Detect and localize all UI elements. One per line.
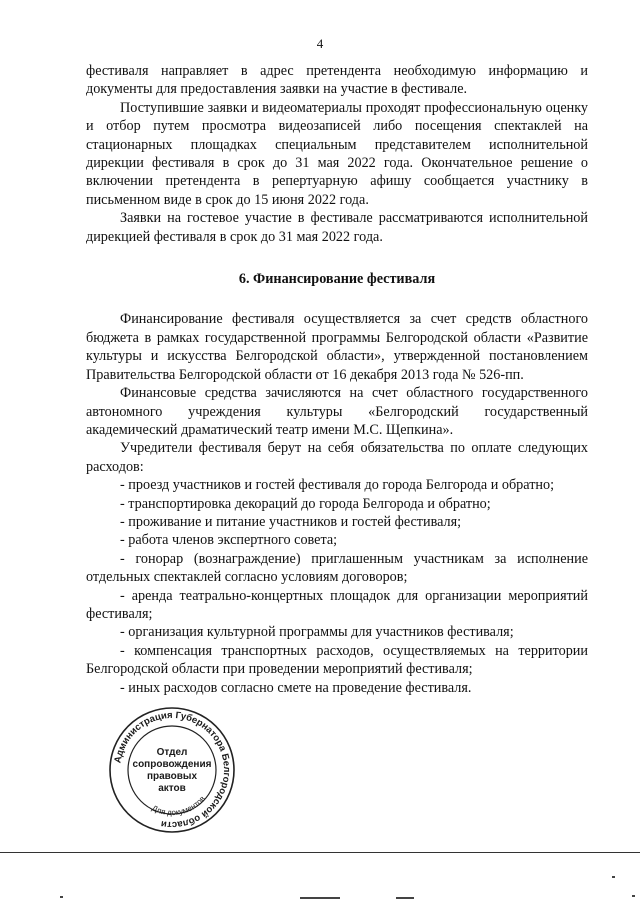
paragraph: - организация культурной программы для участников фестиваля; [120, 624, 514, 641]
section-heading: 6. Финансирование фестиваля [238, 271, 436, 288]
paragraph: - проживание и питание участников и гостей фестиваля; [120, 513, 462, 530]
paragraph: - иных расходов согласно смете на проведение фестиваля. [120, 679, 472, 696]
paragraph: Учредители фестиваля берут на себя обязательства по оплате следующих расходов: [86, 440, 588, 475]
scan-edge-line [0, 852, 640, 853]
paragraph: Финансирование фестиваля осуществляется за счет средств областного бюджета в рамках государственной программы Белгородской области «Развитие культуры и искусства Белгородской области», утвержденной постановлением Правительства Белгородской области от 16 декабря 2013 года № 526-пп. [86, 311, 588, 383]
document-body [86, 62, 588, 697]
official-stamp [107, 705, 237, 835]
paragraph: - транспортировка декораций до города Белгорода и обратно; [120, 495, 491, 512]
paragraph: Заявки на гостевое участие в фестивале рассматриваются исполнительной дирекцией фестиваля в срок до 31 мая 2022 года. [86, 210, 588, 245]
stamp-inner-text: Для документов [150, 794, 207, 818]
paragraphs-block-a [86, 62, 588, 246]
stamp-center-line-3: правовых [146, 771, 198, 782]
paragraph: фестиваля направляет в адрес претендента необходимую информацию и документы для предоставления заявки на участие в фестивале. [86, 63, 588, 98]
page-number: 4 [316, 36, 324, 51]
paragraph: - аренда театрально-концертных площадок для организации мероприятий фестиваля; [86, 587, 588, 622]
paragraph: - компенсация транспортных расходов, осуществляемых на территории Белгородской области при проведении мероприятий фестиваля; [86, 642, 588, 678]
stamp-center-line-1: Отдел [156, 747, 188, 758]
paragraph: - работа членов экспертного совета; [120, 532, 338, 549]
stamp-outer-ring-text: Администрация Губернатора Белгородской области [112, 709, 233, 831]
paragraph: - проезд участников и гостей фестиваля до города Белгорода и обратно; [120, 477, 555, 494]
paragraph: - гонорар (вознаграждение) приглашенным участникам за исполнение отдельных спектаклей согласно условиям договоров; [86, 550, 588, 586]
paragraphs-block-b [86, 310, 588, 697]
stamp-center-line-4: актов [158, 783, 186, 794]
paragraph: Поступившие заявки и видеоматериалы проходят профессиональную оценку и отбор путем просмотра видеозаписей либо посещения спектаклей на стационарных площадках специальным представителем исполнительной дирекции фестиваля в срок до 31 мая 2022 года. Окончательное решение о включении претендента в репертуарную афишу сообщается участнику в письменном виде в срок до 15 июня 2022 года. [86, 99, 588, 208]
stamp-center-line-2: сопровождения [132, 759, 212, 770]
paragraph: Финансовые средства зачисляются на счет областного государственного автономного учреждения культуры «Белгородский государственный академический драматический театр имени М.С. Щепкина». [86, 385, 588, 438]
